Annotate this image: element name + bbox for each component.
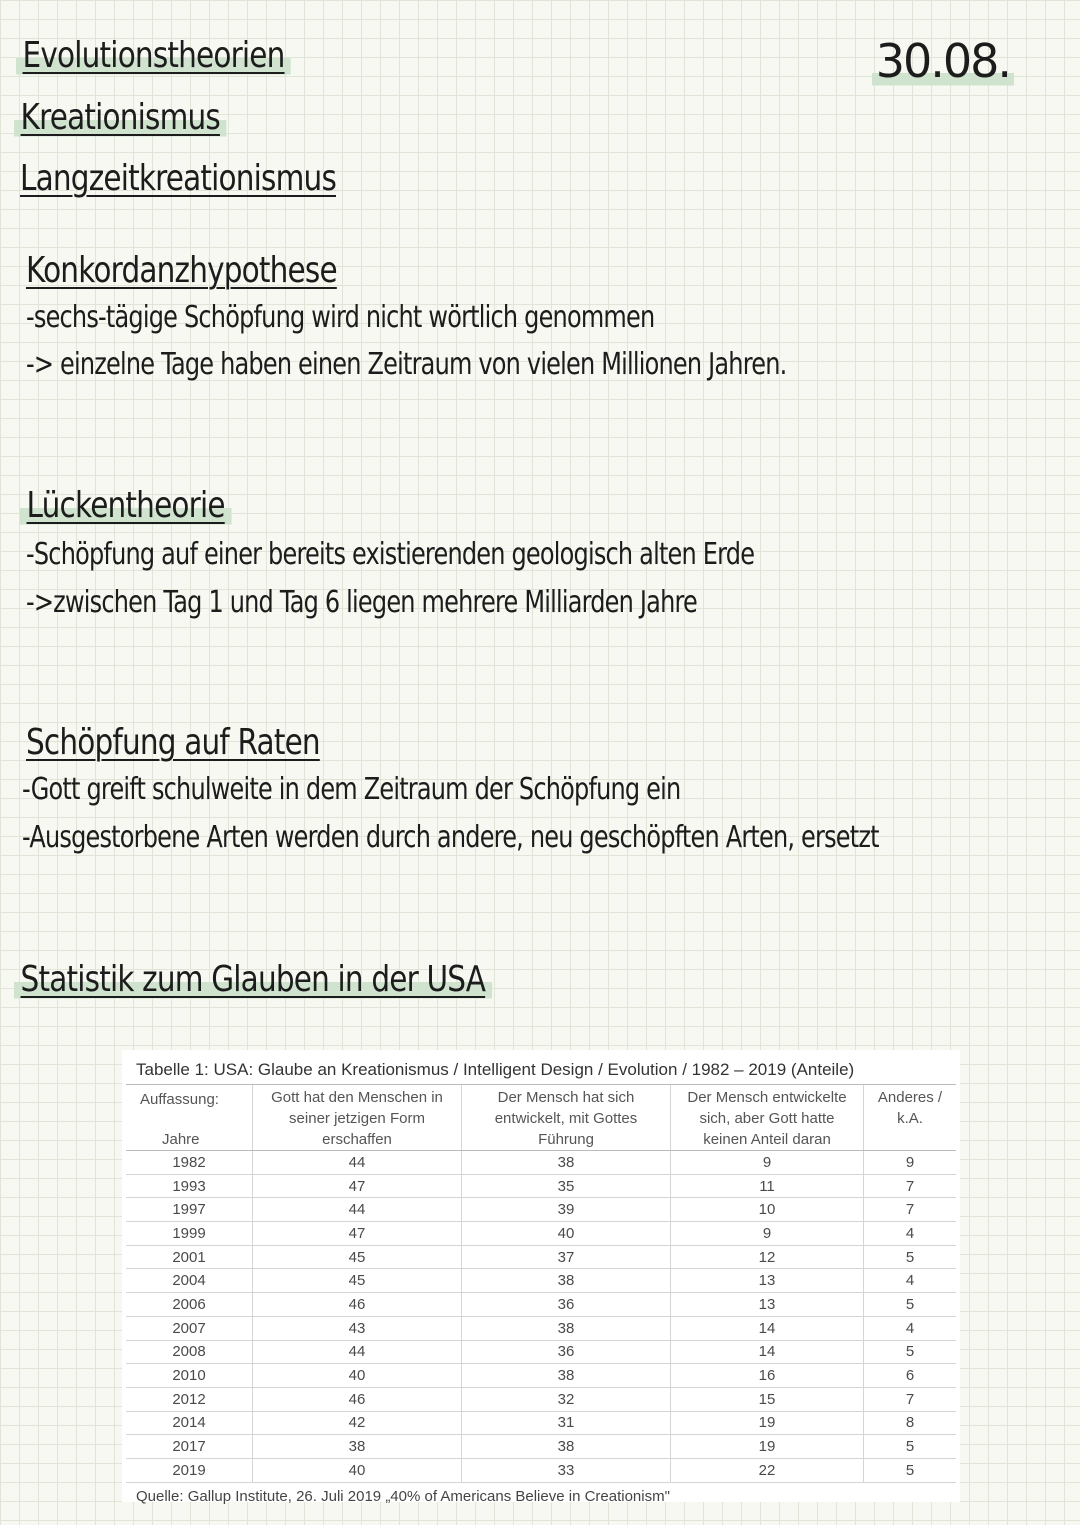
table-cell: 47 [253, 1222, 462, 1246]
table-cell-year: 2007 [126, 1316, 253, 1340]
table-cell: 37 [462, 1245, 671, 1269]
table-cell-year: 1999 [126, 1222, 253, 1246]
table-row [126, 1364, 956, 1388]
table-header-column: Gott hat den Menschen in seiner jetzigen Form erschaffen [253, 1085, 462, 1151]
table-cell: 7 [864, 1174, 957, 1198]
table-cell: 44 [253, 1151, 462, 1175]
table-cell: 12 [671, 1245, 864, 1269]
table-cell: 7 [864, 1198, 957, 1222]
table-header-column: Der Mensch entwickelte sich, aber Gott hatte keinen Anteil daran [671, 1085, 864, 1151]
table-cell: 19 [671, 1435, 864, 1459]
statistics-table-card [122, 1050, 960, 1505]
table-cell-year: 2004 [126, 1269, 253, 1293]
table-cell: 38 [462, 1151, 671, 1175]
table-cell: 40 [462, 1222, 671, 1246]
table-cell: 45 [253, 1245, 462, 1269]
table-cell-year: 2010 [126, 1364, 253, 1388]
date: 30.08. [872, 34, 1014, 88]
table-row [126, 1222, 956, 1246]
table-cell-year: 1997 [126, 1198, 253, 1222]
table-header-year [126, 1085, 253, 1151]
header-label: Auffassung: [140, 1091, 219, 1108]
table-cell: 44 [253, 1198, 462, 1222]
table-row [126, 1174, 956, 1198]
text-line: -sechs-tägige Schöpfung wird nicht wörtlich genommen [26, 300, 655, 335]
table-cell: 36 [462, 1340, 671, 1364]
table-cell: 39 [462, 1198, 671, 1222]
heading-statistik: Statistik zum Glauben in der USA [14, 958, 492, 1002]
table-cell-year: 2001 [126, 1245, 253, 1269]
table-cell: 22 [671, 1458, 864, 1482]
table-cell: 10 [671, 1198, 864, 1222]
heading-lueckentheorie: Lückentheorie [20, 484, 231, 528]
table-cell-year: 1982 [126, 1151, 253, 1175]
table-cell: 7 [864, 1387, 957, 1411]
text-line: -Gott greift schulweite in dem Zeitraum der Schöpfung ein [22, 772, 681, 807]
title-kreationismus: Kreationismus [14, 96, 227, 140]
table-row [126, 1245, 956, 1269]
table-cell: 6 [864, 1364, 957, 1388]
table-cell: 4 [864, 1269, 957, 1293]
table-cell: 38 [462, 1364, 671, 1388]
table-cell: 13 [671, 1293, 864, 1317]
table-cell: 4 [864, 1222, 957, 1246]
table-cell: 35 [462, 1174, 671, 1198]
table-cell: 9 [671, 1151, 864, 1175]
table-header-column: Anderes / k.A. [864, 1085, 957, 1151]
table-cell-year: 1993 [126, 1174, 253, 1198]
table-row [126, 1458, 956, 1482]
table-row [126, 1198, 956, 1222]
title-evolutionstheorien: Evolutionstheorien [16, 34, 291, 78]
table-caption: Tabelle 1: USA: Glaube an Kreationismus / Intelligent Design / Evolution / 1982 – 2019 (Anteile) [126, 1058, 956, 1085]
table-row [126, 1435, 956, 1459]
table-cell: 9 [864, 1151, 957, 1175]
text-line: ->zwischen Tag 1 und Tag 6 liegen mehrere Milliarden Jahre [26, 585, 697, 620]
table-cell-year: 2006 [126, 1293, 253, 1317]
table-cell-year: 2019 [126, 1458, 253, 1482]
table-cell: 5 [864, 1245, 957, 1269]
table-cell: 14 [671, 1316, 864, 1340]
table-cell: 43 [253, 1316, 462, 1340]
heading-konkordanzhypothese: Konkordanzhypothese [26, 250, 337, 291]
table-cell: 46 [253, 1387, 462, 1411]
table-cell: 31 [462, 1411, 671, 1435]
table-cell: 19 [671, 1411, 864, 1435]
table-cell: 5 [864, 1293, 957, 1317]
statistics-table [126, 1085, 956, 1483]
table-cell-year: 2008 [126, 1340, 253, 1364]
table-row [126, 1316, 956, 1340]
table-cell: 40 [253, 1364, 462, 1388]
table-cell: 15 [671, 1387, 864, 1411]
table-cell: 5 [864, 1340, 957, 1364]
table-row [126, 1293, 956, 1317]
table-header-row [126, 1085, 956, 1151]
header-years: Jahre [162, 1131, 200, 1148]
table-cell: 46 [253, 1293, 462, 1317]
table-cell: 13 [671, 1269, 864, 1293]
table-cell-year: 2017 [126, 1435, 253, 1459]
table-cell: 38 [462, 1269, 671, 1293]
table-cell-year: 2012 [126, 1387, 253, 1411]
table-row [126, 1411, 956, 1435]
title-langzeitkreationismus: Langzeitkreationismus [20, 158, 337, 199]
table-row [126, 1387, 956, 1411]
table-cell: 47 [253, 1174, 462, 1198]
table-row [126, 1340, 956, 1364]
table-cell: 4 [864, 1316, 957, 1340]
table-cell: 5 [864, 1435, 957, 1459]
table-cell: 9 [671, 1222, 864, 1246]
table-row [126, 1269, 956, 1293]
heading-schoepfung-auf-raten: Schöpfung auf Raten [26, 722, 320, 763]
table-cell: 38 [253, 1435, 462, 1459]
table-cell: 36 [462, 1293, 671, 1317]
table-cell: 40 [253, 1458, 462, 1482]
table-cell-year: 2014 [126, 1411, 253, 1435]
table-source: Quelle: Gallup Institute, 26. Juli 2019 „40% of Americans Believe in Creationism" [136, 1487, 670, 1505]
table-cell: 45 [253, 1269, 462, 1293]
table-cell: 38 [462, 1316, 671, 1340]
table-cell: 33 [462, 1458, 671, 1482]
table-cell: 11 [671, 1174, 864, 1198]
text-line: -Schöpfung auf einer bereits existierenden geologisch alten Erde [26, 537, 755, 572]
table-cell: 8 [864, 1411, 957, 1435]
table-cell: 16 [671, 1364, 864, 1388]
table-header-column: Der Mensch hat sich entwickelt, mit Gottes Führung [462, 1085, 671, 1151]
table-cell: 44 [253, 1340, 462, 1364]
table-cell: 5 [864, 1458, 957, 1482]
table-cell: 14 [671, 1340, 864, 1364]
table-row [126, 1151, 956, 1175]
table-cell: 38 [462, 1435, 671, 1459]
table-cell: 32 [462, 1387, 671, 1411]
text-line: -Ausgestorbene Arten werden durch andere, neu geschöpften Arten, ersetzt [22, 820, 879, 855]
text-line: -> einzelne Tage haben einen Zeitraum von vielen Millionen Jahren. [26, 347, 787, 382]
table-cell: 42 [253, 1411, 462, 1435]
